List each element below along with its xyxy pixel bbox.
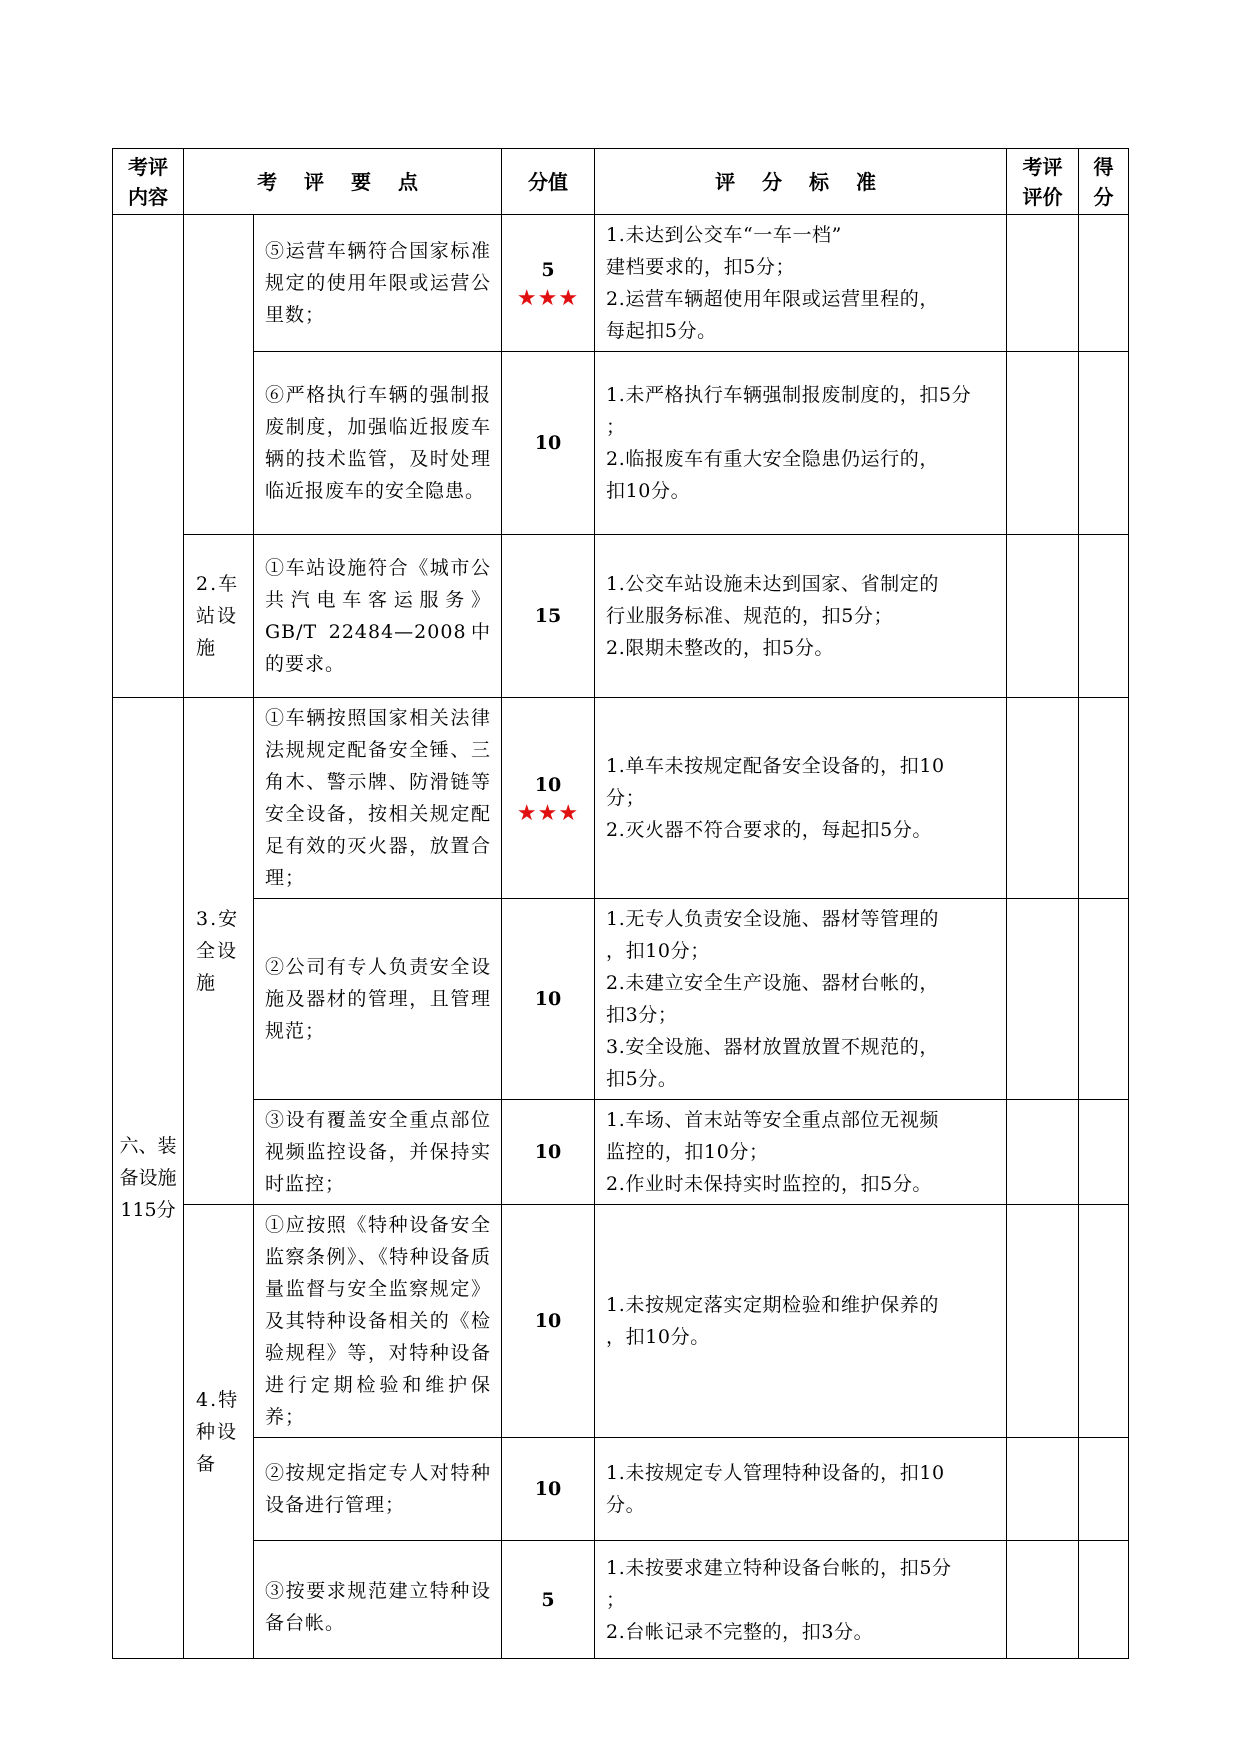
point-cell: ⑤运营车辆符合国家标准规定的使用年限或运营公里数； [254, 215, 502, 352]
table-row [113, 1205, 1129, 1438]
earned-cell [1079, 1205, 1129, 1438]
score-cell [502, 899, 595, 1100]
earned-cell [1079, 215, 1129, 352]
criteria-line: 1.单车未按规定配备安全设备的，扣10 [606, 755, 945, 777]
evaluation-cell [1007, 899, 1079, 1100]
score-value: 15 [534, 605, 562, 627]
group-label-special: 4.特种设备 [184, 1205, 254, 1659]
point-cell: ①车站设施符合《城市公共汽电车客运服务》GB/T 22484—2008中的要求。 [254, 535, 502, 698]
criteria-cell [595, 535, 1007, 698]
criteria-cell [595, 1541, 1007, 1659]
criteria-line: 2.作业时未保持实时监控的，扣5分。 [606, 1173, 933, 1195]
point-cell: ②公司有专人负责安全设施及器材的管理，且管理规范； [254, 899, 502, 1100]
key-item-stars: ★★★ [516, 286, 580, 311]
score-value: 10 [534, 432, 562, 454]
point-cell: ①应按照《特种设备安全监察条例》、《特种设备质量监督与安全监察规定》及其特种设备相关的《检验规程》等，对特种设备进行定期检验和维护保养； [254, 1205, 502, 1438]
score-cell [502, 535, 595, 698]
score-cell [502, 1541, 595, 1659]
header-criteria: 评 分 标 准 [595, 149, 1007, 215]
criteria-cell [595, 899, 1007, 1100]
score-value: 5 [541, 1588, 555, 1611]
criteria-cell [595, 1438, 1007, 1541]
score-value: 10 [534, 1141, 562, 1163]
criteria-line: ，扣10分。 [606, 1326, 710, 1348]
evaluation-cell [1007, 1438, 1079, 1541]
evaluation-cell [1007, 1100, 1079, 1205]
criteria-line: 2.灭火器不符合要求的，每起扣5分。 [606, 819, 933, 841]
criteria-cell [595, 352, 1007, 535]
earned-cell [1079, 1541, 1129, 1659]
header-value: 分值 [502, 149, 595, 215]
criteria-cell [595, 215, 1007, 352]
criteria-cell [595, 698, 1007, 899]
table-row [113, 535, 1129, 698]
criteria-line: 扣3分； [606, 1004, 678, 1026]
header-earned: 得分 [1079, 149, 1129, 215]
criteria-line: 2.台帐记录不完整的，扣3分。 [606, 1620, 874, 1643]
criteria-line: 1.未按要求建立特种设备台帐的，扣5分 [606, 1556, 952, 1579]
evaluation-cell [1007, 698, 1079, 899]
header-content: 考评内容 [113, 149, 184, 215]
criteria-line: ，扣10分； [606, 940, 710, 962]
criteria-line: 每起扣5分。 [606, 320, 717, 342]
evaluation-cell [1007, 535, 1079, 698]
header-points: 考 评 要 点 [184, 149, 502, 215]
header-row [113, 149, 1129, 215]
earned-cell [1079, 352, 1129, 535]
criteria-line: 行业服务标准、规范的，扣5分； [606, 605, 894, 627]
table-row [113, 899, 1129, 1100]
score-value: 10 [534, 774, 562, 796]
score-cell [502, 698, 595, 899]
criteria-line: 监控的，扣10分； [606, 1141, 769, 1163]
table-row [113, 1438, 1129, 1541]
criteria-line: 1.未按规定落实定期检验和维护保养的 [606, 1294, 939, 1316]
point-cell: ⑥严格执行车辆的强制报废制度，加强临近报废车辆的技术监管，及时处理临近报废车的安全隐患。 [254, 352, 502, 535]
evaluation-cell [1007, 1205, 1079, 1438]
criteria-line: 建档要求的，扣5分； [606, 256, 796, 278]
criteria-line: 1.未按规定专人管理特种设备的，扣10 [606, 1462, 945, 1484]
earned-cell [1079, 698, 1129, 899]
score-cell [502, 215, 595, 352]
point-cell: ②按规定指定专人对特种设备进行管理； [254, 1438, 502, 1541]
table-row [113, 352, 1129, 535]
score-cell [502, 1100, 595, 1205]
criteria-line: 1.车场、首末站等安全重点部位无视频 [606, 1109, 939, 1131]
group-label-station: 2.车站设施 [184, 535, 254, 698]
evaluation-cell [1007, 215, 1079, 352]
key-item-stars: ★★★ [516, 801, 580, 826]
criteria-line: 1.未严格执行车辆强制报废制度的，扣5分 [606, 384, 972, 406]
point-cell: ③设有覆盖安全重点部位视频监控设备，并保持实时监控； [254, 1100, 502, 1205]
criteria-line: 3.安全设施、器材放置放置不规范的， [606, 1036, 939, 1058]
category-cell-previous [113, 215, 184, 698]
criteria-line: 2.未建立安全生产设施、器材台帐的， [606, 972, 939, 994]
criteria-line: 分。 [606, 1494, 646, 1516]
score-value: 5 [541, 259, 555, 281]
header-evaluation: 考评评价 [1007, 149, 1079, 215]
criteria-cell [595, 1205, 1007, 1438]
category-label: 六、装备设施115分 [113, 698, 184, 1659]
group-cell-previous [184, 215, 254, 535]
score-cell [502, 1205, 595, 1438]
criteria-line: 扣5分。 [606, 1068, 678, 1090]
criteria-line: 2.限期未整改的，扣5分。 [606, 637, 835, 659]
criteria-line: 1.公交车站设施未达到国家、省制定的 [606, 573, 939, 595]
table-row [113, 215, 1129, 352]
criteria-line: 扣10分。 [606, 480, 691, 502]
score-cell [502, 1438, 595, 1541]
criteria-cell [595, 1100, 1007, 1205]
criteria-line: 1.无专人负责安全设施、器材等管理的 [606, 908, 939, 930]
criteria-line: 2.临报废车有重大安全隐患仍运行的， [606, 448, 939, 470]
point-cell: ①车辆按照国家相关法律法规规定配备安全锤、三角木、警示牌、防滑链等安全设备，按相关规定配足有效的灭火器，放置合理； [254, 698, 502, 899]
score-value: 10 [534, 1310, 562, 1332]
table-row [113, 1541, 1129, 1659]
evaluation-table [112, 148, 1129, 1659]
group-label-safety: 3.安全设施 [184, 698, 254, 1205]
criteria-line: 2.运营车辆超使用年限或运营里程的， [606, 288, 939, 310]
criteria-line: 1.未达到公交车“一车一档” [606, 224, 842, 246]
earned-cell [1079, 1438, 1129, 1541]
score-cell [502, 352, 595, 535]
point-cell: ③按要求规范建立特种设备台帐。 [254, 1541, 502, 1659]
earned-cell [1079, 899, 1129, 1100]
score-value: 10 [534, 988, 562, 1010]
criteria-line: 分； [606, 787, 646, 809]
score-value: 10 [534, 1478, 562, 1500]
evaluation-cell [1007, 1541, 1079, 1659]
evaluation-cell [1007, 352, 1079, 535]
criteria-line: ； [606, 1588, 626, 1611]
criteria-line: ； [606, 416, 626, 438]
earned-cell [1079, 1100, 1129, 1205]
table-row [113, 698, 1129, 899]
table-row [113, 1100, 1129, 1205]
earned-cell [1079, 535, 1129, 698]
